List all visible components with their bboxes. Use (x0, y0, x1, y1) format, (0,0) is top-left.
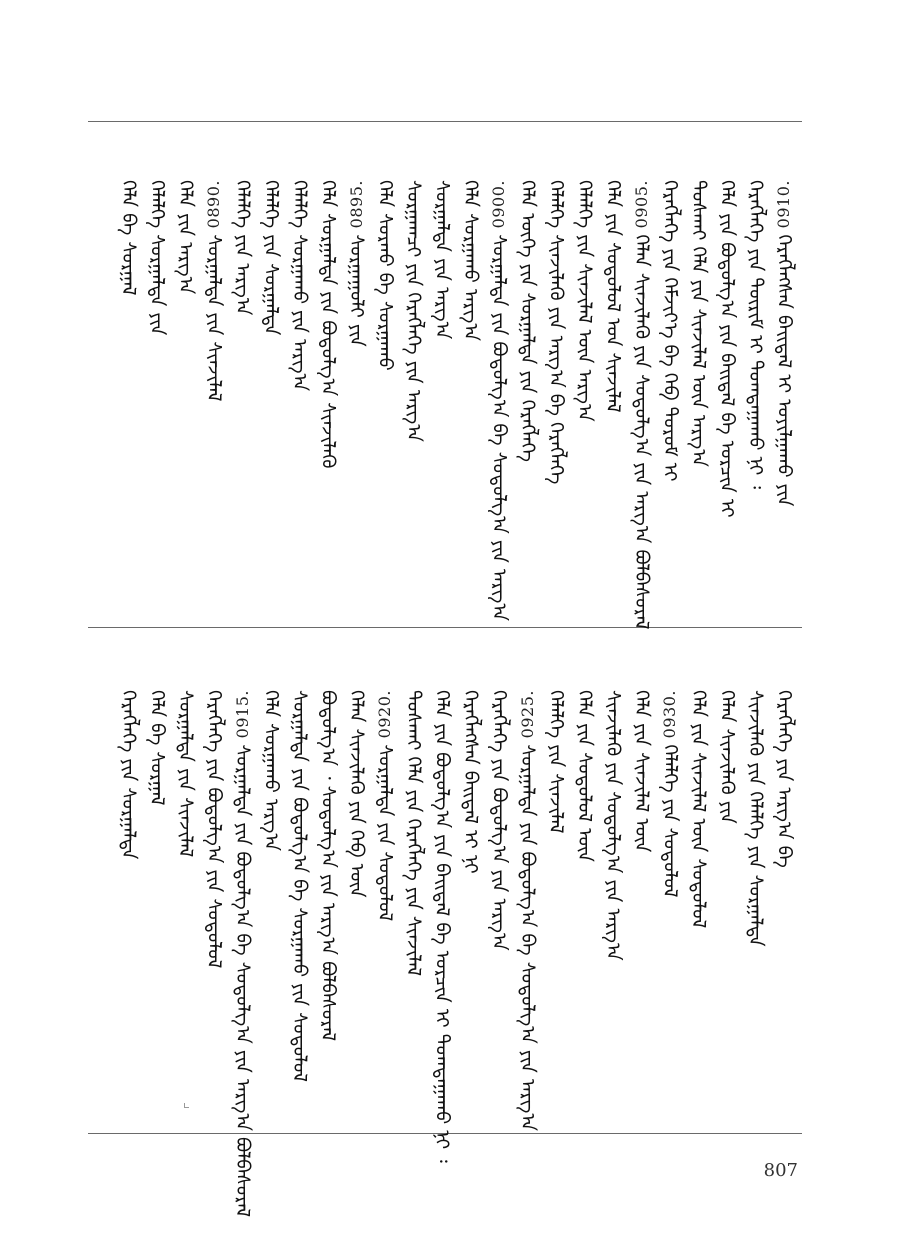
entry-column (656, 690, 684, 898)
entry-number: 0930. (660, 690, 679, 739)
entry-number: 0895. (346, 180, 366, 229)
entry-column (428, 180, 456, 339)
entry-column (542, 690, 570, 833)
entry-column (770, 180, 798, 507)
entry-text: ᠬᠡᠯᠡᠨ ᠰᠢᠨᠵᠢᠯᠡᠬᠦ ᠶᠢᠨ (716, 690, 738, 824)
entry-text: ᠲᠤᠰᠬᠠᠶ ᠬᠡᠯᠡ ᠶᠢᠨ ᠰᠢᠨᠵᠢᠯᠡᠯ ᠦᠨ ᠠᠷᠭ᠎ᠠ (687, 180, 710, 467)
entry-text: ᠰᠤᠷᠭᠠᠭᠤᠯᠢ ᠶᠢᠨ (345, 234, 368, 347)
entry-column (571, 180, 599, 422)
entry-column (457, 180, 485, 341)
entry-number: 0890. (204, 180, 223, 229)
entry-text: ᠬᠡᠯᠡᠯᠭᠡ ᠶᠢᠨ ᠠᠷᠭ᠎ᠠ (231, 180, 254, 316)
entry-column (485, 180, 513, 621)
entry-column (685, 690, 713, 928)
entry-text: ᠬᠡᠯᠡᠯᠭᠡ ᠰᠢᠨᠵᠢᠯᠡᠬᠦ ᠶᠢᠨ ᠠᠷᠭ᠎ᠠ ᠪᠠ ᠬᠡᠷᠡᠭᠯᠡᠭᠡ (545, 180, 567, 485)
entry-column (628, 690, 656, 852)
entry-text: ᠰᠤᠷᠭᠠᠯᠲᠠ ᠶᠢᠨ ᠰᠢᠨᠵᠢᠯᠡᠯ (174, 690, 197, 858)
entry-column (742, 180, 770, 489)
entry-column (200, 690, 228, 968)
entry-number: 0905. (631, 180, 651, 229)
entry-text: ᠬᠡᠯᠡ ᠰᠤᠷᠬᠤ ᠪᠠ ᠰᠤᠷᠭᠠᠬᠤ (374, 180, 396, 371)
entry-column (571, 690, 599, 862)
entry-text: ᠬᠡᠯᠡ ᠶᠢᠨ ᠪᠣᠳᠣᠯᠭ᠎ᠠ ᠶᠢᠨ ᠪᠠᠢᠳᠠᠯ ᠪᠠ ᠣᠷᠴᠢᠨ ᠢ ᠲᠣᠭᠲᠠᠭᠠᠬᠤ ᠨᠢ ᠄ (431, 690, 453, 1163)
entry-text: ᠬᠡᠯᠡᠨ ᠰᠢᠨᠵᠢᠯᠡᠬᠦ ᠶᠢᠨ ᠰᠤᠳᠤᠯᠭ᠎ᠠ ᠶᠢᠨ ᠠᠷᠭ᠎ᠠ ᠪᠣᠯᠪᠠᠰᠤᠷᠠᠯ (630, 234, 653, 630)
entry-text: ᠲᠤᠰᠬᠠᠶ ᠬᠡᠯᠡ ᠶᠢᠨ ᠬᠡᠷᠡᠭᠯᠡᠭᠡ ᠶᠢᠨ ᠰᠢᠨᠵᠢᠯᠡᠯ (402, 690, 425, 977)
entry-text: ᠬᠡᠷᠡᠭᠯᠡᠭᠰᠡᠨ ᠪᠠᠢᠳᠠᠯ ᠢ ᠨᠢ (459, 690, 482, 874)
entry-text: ᠰᠤᠷᠭᠠᠯᠲᠠ ᠶᠢᠨ ᠰᠢᠨᠵᠢᠯᠡᠯ (203, 234, 225, 402)
entry-column (371, 180, 399, 371)
entry-text: ᠬᠡᠯᠡ ᠶᠢᠨ ᠰᠢᠨᠵᠢᠯᠡᠯ ᠦᠨ (630, 690, 653, 853)
entry-number: 0910. (774, 180, 793, 229)
entry-text: ᠬᠡᠯᠡ ᠶᠢᠨ ᠰᠤᠳᠤᠯᠤᠯ ᠤᠨ ᠰᠢᠨᠵᠢᠯᠡᠯ (602, 180, 624, 413)
entry-text: ᠰᠤᠷᠭᠠᠯᠲᠠ ᠶᠢᠨ ᠠᠷᠭ᠎ᠠ (431, 180, 453, 340)
entry-column (770, 690, 798, 868)
entry-text: ᠰᠤᠷᠭᠠᠯᠲᠠ ᠶᠢᠨ ᠪᠤᠳᠤᠯᠭ᠎ᠠ ᠪᠠ ᠰᠤᠳᠤᠯᠭ᠎ᠠ ᠶᠢᠨ ᠠᠷᠭ᠎ᠠ (488, 234, 510, 621)
entry-column (599, 690, 627, 961)
entry-text: ᠬᠡᠷᠡᠭᠯᠡᠭᠰᠡᠨ ᠪᠠᠢᠳᠠᠯ ᠢ ᠤᠶᠢᠯᠭᠠᠬᠤ ᠶᠢᠨ (773, 234, 795, 507)
entry-column (172, 180, 200, 294)
entry-column (115, 690, 143, 859)
entry-column (457, 690, 485, 874)
entry-text: ᠰᠢᠨᠵᠢᠯᠡᠬᠦ ᠶᠢᠨ ᠬᠡᠯᠡᠯᠭᠡ ᠶᠢᠨ ᠰᠤᠷᠭᠠᠯᠲᠠ (744, 690, 767, 947)
entry-column (542, 180, 570, 484)
entry-column (685, 180, 713, 467)
entry-column (343, 180, 371, 347)
entry-column (514, 180, 542, 462)
page-number: 807 (763, 1160, 798, 1181)
entry-text: ᠬᠡᠯᠡ ᠪᠠ ᠰᠤᠷᠭᠠᠯ (117, 180, 140, 296)
entry-text: ᠬᠡᠯᠡᠯᠭᠡ ᠶᠢᠨ ᠰᠢᠨᠵᠢᠯᠡᠯ ᠦᠨ ᠠᠷᠭ᠎ᠠ (573, 180, 596, 422)
entry-column (371, 690, 399, 921)
entry-text: ᠪᠣᠳᠣᠯᠭ᠎ᠠ ᠂ ᠰᠤᠳᠤᠯᠭ᠎ᠠ ᠶᠢᠨ ᠠᠷᠭ᠎ᠠ ᠪᠣᠯᠪᠠᠰᠤᠷᠠᠯ (317, 690, 339, 1042)
entry-text: ᠰᠤᠷᠭᠠᠯᠲᠠ ᠶᠢᠨ ᠪᠤᠳᠤᠯᠭ᠎ᠠ ᠪᠠ ᠰᠤᠷᠭᠠᠬᠤ ᠶᠢᠨ ᠰᠤᠳᠤᠯᠤᠯ (288, 690, 311, 1083)
entry-column (514, 690, 542, 1131)
entry-column (143, 690, 171, 806)
entry-text: ᠬᠡᠷᠡᠭᠯᠡᠭᠡ ᠶᠢᠨ ᠪᠣᠳᠣᠯᠭ᠎ᠠ ᠶᠢᠨ ᠰᠤᠳᠤᠯᠤᠯ (203, 690, 225, 969)
entry-column (485, 690, 513, 951)
entry-text: ᠬᠡᠷᠡᠭᠯᠡᠭᠡ ᠶᠢᠨ ᠬᠡᠮᠵᠢᠶ᠎ᠡ ᠪᠠ ᠬᠡᠪ ᠳᠣᠷᠣᠮ ᠢ (659, 180, 681, 482)
entry-text: ᠰᠤᠷᠭᠠᠭᠴᠢ ᠶᠢᠨ ᠬᠡᠷᠡᠭᠯᠡᠭᠡ ᠶᠢᠨ ᠠᠷᠭ᠎ᠠ (402, 180, 425, 442)
entry-column (200, 180, 228, 402)
entry-number: 0915. (232, 690, 252, 739)
entry-number: 0925. (517, 690, 537, 739)
entry-column (257, 690, 285, 851)
entry-column (115, 180, 143, 296)
entry-column (713, 180, 741, 518)
top-rule (88, 121, 802, 122)
entry-text: ᠬᠡᠷᠡᠭᠯᠡᠭᠡ ᠶᠢᠨ ᠰᠤᠷᠭᠠᠯᠲᠠ (117, 690, 140, 860)
entry-column (143, 180, 171, 335)
entry-number: 0900. (489, 180, 508, 229)
entry-text: ᠬᠡᠯᠡ ᠰᠤᠷᠭᠠᠯᠲᠠ ᠶᠢᠨ ᠪᠣᠳᠣᠯᠭ᠎ᠠ ᠰᠢᠨᠵᠢᠯᠡᠬᠦ (317, 180, 339, 469)
middle-rule (88, 627, 802, 628)
entry-text: ᠬᠡᠯᠡᠯᠭᠡ ᠶᠢᠨ ᠰᠤᠳᠤᠯᠤᠯ (659, 744, 681, 898)
entry-text: ᠬᠡᠯᠡᠨ ᠰᠢᠨᠵᠢᠯᠡᠬᠦ ᠶᠢᠨ ᠬᠡᠪ ᠦᠨ (345, 690, 368, 898)
entry-column (428, 690, 456, 1163)
entry-number: 0920. (375, 690, 394, 739)
entry-column (172, 690, 200, 857)
entry-text: ᠬᠡᠯᠡᠯᠭᠡ ᠶᠢᠨ ᠰᠤᠷᠭᠠᠯᠲᠠ (260, 180, 282, 336)
entry-text: ᠬᠡᠯᠡ ᠰᠤᠷᠭᠠᠬᠤ ᠠᠷᠭ᠎ᠠ (459, 180, 482, 342)
entry-text: ᠬᠡᠯᠡ ᠪᠠ ᠰᠤᠷᠭᠠᠯ (146, 690, 168, 806)
entry-column (343, 690, 371, 898)
entry-text: ᠰᠤᠷᠭᠠᠯᠲᠠ ᠶᠢᠨ ᠰᠤᠳᠤᠯᠤᠯ (374, 744, 396, 922)
entry-column (314, 180, 342, 469)
entry-column (229, 180, 257, 315)
entry-text: ᠬᠡᠯᠡ ᠦᠭᠡ ᠶᠢᠨ ᠰᠤᠷᠭᠠᠯᠲᠠ ᠶᠢᠨ ᠬᠡᠷᠡᠭᠯᠡᠭᠡ (516, 180, 539, 462)
entry-text: ᠬᠡᠯᠡᠯᠭᠡ ᠰᠤᠷᠭᠠᠯᠲᠠ ᠶᠢᠨ (146, 180, 168, 336)
entry-column (742, 690, 770, 947)
entry-text: ᠬᠡᠯᠡ ᠰᠤᠷᠭᠠᠬᠤ ᠠᠷᠭ᠎ᠠ (260, 690, 282, 852)
entry-text: ᠬᠡᠯᠡ ᠶᠢᠨ ᠰᠤᠳᠤᠯᠤᠯ ᠦᠨ (573, 690, 596, 863)
entry-text: ᠬᠡᠯᠡ ᠶᠢᠨ ᠰᠢᠨᠵᠢᠯᠡᠯ ᠦᠨ ᠰᠤᠳᠤᠯᠤᠯ (687, 690, 710, 929)
entry-text: ᠰᠤᠷᠭᠠᠯᠲᠠ ᠶᠢᠨ ᠪᠤᠳᠤᠯᠭ᠎ᠠ ᠪᠠ ᠰᠤᠳᠤᠯᠭ᠎ᠠ ᠶᠢᠨ ᠠᠷᠭ᠎ᠠ ᠪᠣᠯᠪᠠᠰᠤᠷᠠᠯ (231, 744, 254, 1218)
entry-text: ᠬᠡᠯᠡᠯᠭᠡ ᠰᠤᠷᠭᠠᠬᠤ ᠶᠢᠨ ᠠᠷᠭ᠎ᠠ (288, 180, 311, 392)
entry-text: ᠬᠡᠯᠡ ᠶᠢᠨ ᠠᠷᠭ᠎ᠠ (174, 180, 197, 295)
entry-text: ᠬᠡᠷᠡᠭᠯᠡᠭᠡ ᠶᠢᠨ ᠠᠷᠭ᠎ᠠ ᠪᠠ (773, 690, 795, 868)
entry-column (400, 180, 428, 442)
entry-text: ᠬᠡᠷᠡᠭᠯᠡᠭᠡ ᠶᠢᠨ ᠪᠣᠳᠣᠯᠭ᠎ᠠ ᠶᠢᠨ ᠠᠷᠭ᠎ᠠ (488, 690, 510, 951)
entry-column (286, 180, 314, 391)
entry-column (286, 690, 314, 1082)
entry-column (229, 690, 257, 1217)
margin-mark (184, 1103, 189, 1108)
entry-text: ᠬᠡᠷᠡᠭᠯᠡᠭᠡ ᠶᠢᠨ ᠳᠦᠷᠢᠮ ᠢ ᠲᠣᠭᠲᠠᠭᠠᠬᠤ ᠨᠢ ᠄ (744, 180, 767, 490)
entry-text: ᠬᠡᠯᠡᠯᠭᠡ ᠶᠢᠨ ᠰᠢᠨᠵᠢᠯᠡᠯ (545, 690, 567, 834)
entry-text: ᠰᠤᠷᠭᠠᠯᠲᠠ ᠶᠢᠨ ᠪᠤᠳᠤᠯᠭ᠎ᠠ ᠪᠠ ᠰᠤᠳᠤᠯᠭ᠎ᠠ ᠶᠢᠨ ᠠᠷᠭ᠎ᠠ (516, 744, 539, 1131)
top-entry-block (88, 180, 802, 630)
entry-column (400, 690, 428, 976)
entry-text: ᠰᠢᠨᠵᠢᠯᠡᠬᠦ ᠶᠢᠨ ᠰᠤᠳᠤᠯᠭ᠎ᠠ ᠶᠢᠨ ᠠᠷᠭ᠎ᠠ (602, 690, 624, 961)
entry-column (599, 180, 627, 413)
entry-text: ᠬᠡᠯᠡ ᠶᠢᠨ ᠪᠣᠳᠣᠯᠭ᠎ᠠ ᠶᠢᠨ ᠪᠠᠢᠳᠠᠯ ᠪᠠ ᠣᠷᠴᠢᠨ ᠢ (716, 180, 738, 518)
entry-column (257, 180, 285, 335)
entry-column (713, 690, 741, 824)
entry-column (628, 180, 656, 630)
entry-column (314, 690, 342, 1041)
entry-column (656, 180, 684, 482)
